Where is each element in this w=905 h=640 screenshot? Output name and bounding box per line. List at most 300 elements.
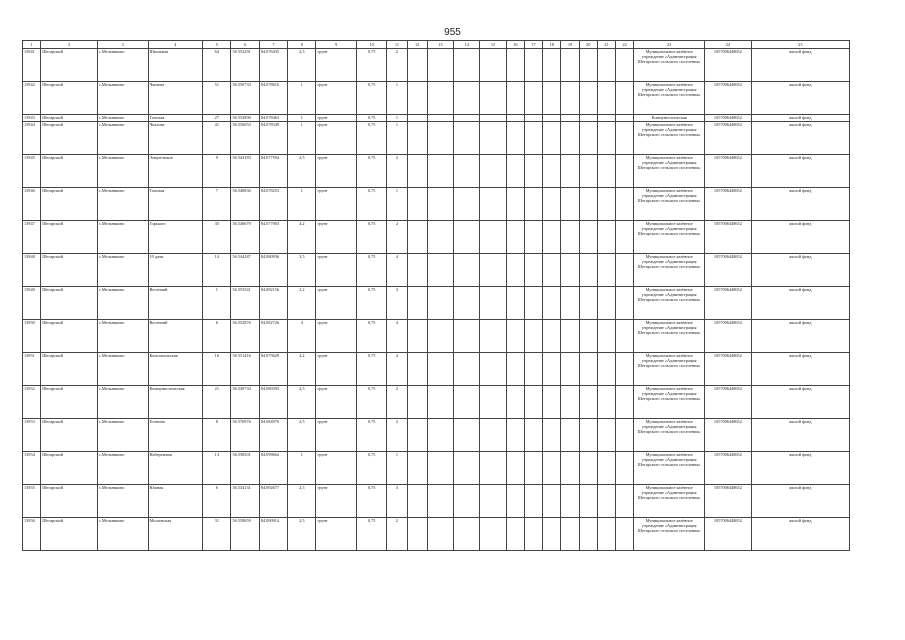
table-cell: 0,75 xyxy=(356,122,386,155)
table-cell: грунт xyxy=(316,320,356,353)
table-cell xyxy=(579,188,597,221)
table-cell: с.Мельниково xyxy=(97,254,148,287)
table-cell: жилой фонд xyxy=(751,49,849,82)
column-header: 16 xyxy=(506,41,524,49)
table-cell xyxy=(407,115,427,122)
table-cell: 13949 xyxy=(23,287,41,320)
table-cell: 84.082726 xyxy=(259,320,287,353)
table-cell xyxy=(524,254,542,287)
table-row xyxy=(23,188,850,221)
table-cell xyxy=(579,386,597,419)
table-cell: жилой фонд xyxy=(751,287,849,320)
table-cell xyxy=(506,122,524,155)
table-cell: 56.552890 xyxy=(231,115,259,122)
table-cell xyxy=(524,386,542,419)
table-cell xyxy=(524,287,542,320)
table-cell: 1057006448652 xyxy=(705,122,752,155)
table-cell: 1057006448652 xyxy=(705,254,752,287)
table-cell xyxy=(616,254,634,287)
table-row xyxy=(23,115,850,122)
table-cell: 0,75 xyxy=(356,419,386,452)
table-cell xyxy=(480,115,506,122)
table-cell: 13941 xyxy=(23,49,41,82)
table-cell: жилой фонд xyxy=(751,518,849,551)
column-header: 22 xyxy=(616,41,634,49)
table-cell: 0,75 xyxy=(356,452,386,485)
table-body xyxy=(23,49,850,551)
table-cell xyxy=(480,49,506,82)
table-cell xyxy=(579,287,597,320)
table-cell: Муниципальное казённое учреждение «Администрация Шегарского сельского поселения» xyxy=(634,49,705,82)
table-cell xyxy=(543,320,561,353)
table-cell xyxy=(407,452,427,485)
table-cell: Муниципальное казённое учреждение «Администрация Шегарского сельского поселения» xyxy=(634,287,705,320)
column-header: 15 xyxy=(480,41,506,49)
table-cell: 13954 xyxy=(23,452,41,485)
table-cell xyxy=(543,82,561,115)
table-cell: жилой фонд xyxy=(751,254,849,287)
table-cell: Есенина xyxy=(148,419,203,452)
table-cell xyxy=(597,386,615,419)
table-cell: Шегарский xyxy=(41,188,98,221)
table-row xyxy=(23,320,850,353)
table-cell xyxy=(524,115,542,122)
table-cell xyxy=(543,353,561,386)
table-row xyxy=(23,221,850,254)
table-cell xyxy=(579,155,597,188)
table-cell xyxy=(597,82,615,115)
table-cell xyxy=(506,419,524,452)
table-cell: Муниципальное казённое учреждение «Администрация Шегарского сельского поселения» xyxy=(634,254,705,287)
table-cell xyxy=(579,518,597,551)
table-cell: 9 xyxy=(203,155,231,188)
table-cell xyxy=(543,419,561,452)
table-cell xyxy=(597,518,615,551)
table-cell: Муниципальное казённое учреждение «Администрация Шегарского сельского поселения» xyxy=(634,221,705,254)
table-cell: 0,75 xyxy=(356,386,386,419)
table-cell: 13956 xyxy=(23,518,41,551)
table-cell xyxy=(543,155,561,188)
table-cell xyxy=(561,115,579,122)
table-cell: 56.556053 xyxy=(231,122,259,155)
table-cell: 56.558659 xyxy=(231,518,259,551)
table-cell: 1 xyxy=(288,82,316,115)
column-header: 7 xyxy=(259,41,287,49)
table-cell xyxy=(506,254,524,287)
table-cell xyxy=(524,452,542,485)
table-cell: 6 xyxy=(203,485,231,518)
table-cell: 84.090914 xyxy=(259,518,287,551)
table-cell xyxy=(407,485,427,518)
table-cell: с.Мельниково xyxy=(97,452,148,485)
table-cell: Шегарский xyxy=(41,287,98,320)
table-cell xyxy=(480,452,506,485)
table-cell: 1 xyxy=(387,115,407,122)
table-cell xyxy=(524,419,542,452)
table-cell: 84.078349 xyxy=(259,122,287,155)
table-cell: 2 xyxy=(387,221,407,254)
table-cell xyxy=(454,485,480,518)
table-cell xyxy=(480,485,506,518)
table-cell: 84.078253 xyxy=(259,188,287,221)
table-cell: Энергетиков xyxy=(148,155,203,188)
table-cell: 0,75 xyxy=(356,320,386,353)
table-cell: 13942 xyxy=(23,82,41,115)
table-cell: 56.544287 xyxy=(231,254,259,287)
table-cell xyxy=(524,485,542,518)
column-header: 21 xyxy=(597,41,615,49)
table-cell: Шегарский xyxy=(41,518,98,551)
table-cell: Шегарский xyxy=(41,320,98,353)
table-cell: 84.077903 xyxy=(259,221,287,254)
table-cell: 0,75 xyxy=(356,49,386,82)
table-cell: Муниципальное казённое учреждение «Администрация Шегарского сельского поселения» xyxy=(634,320,705,353)
table-cell: 4,2 xyxy=(288,221,316,254)
table-cell: Шегарский xyxy=(41,221,98,254)
table-cell: 1057006448652 xyxy=(705,386,752,419)
table-cell: 2,5 xyxy=(288,49,316,82)
table-cell: 31 xyxy=(203,518,231,551)
table-cell: 56.548836 xyxy=(231,188,259,221)
table-cell: 84.078463 xyxy=(259,115,287,122)
table-cell: 2,2 xyxy=(288,287,316,320)
table-cell xyxy=(616,419,634,452)
table-cell: 1 xyxy=(288,122,316,155)
table-cell: 0,75 xyxy=(356,518,386,551)
table-cell xyxy=(407,49,427,82)
table-cell: Шегарский xyxy=(41,49,98,82)
table-cell: 84.084970 xyxy=(259,419,287,452)
table-cell: с.Мельниково xyxy=(97,221,148,254)
table-cell: 0,75 xyxy=(356,221,386,254)
table-cell: 1 xyxy=(288,115,316,122)
table-cell: с.Мельниково xyxy=(97,115,148,122)
table-cell: жилой фонд xyxy=(751,155,849,188)
table-cell: жилой фонд xyxy=(751,320,849,353)
table-cell xyxy=(480,320,506,353)
table-cell: 14 xyxy=(203,254,231,287)
table-cell xyxy=(427,221,453,254)
table-cell: 1057006448652 xyxy=(705,155,752,188)
table-cell: жилой фонд xyxy=(751,82,849,115)
table-cell: грунт xyxy=(316,518,356,551)
table-cell xyxy=(597,254,615,287)
table-cell xyxy=(454,155,480,188)
table-row xyxy=(23,353,850,386)
table-cell: 27 xyxy=(203,115,231,122)
table-cell xyxy=(506,155,524,188)
table-cell xyxy=(597,485,615,518)
table-cell: Чапаева xyxy=(148,82,203,115)
table-cell xyxy=(480,419,506,452)
table-cell: 4 xyxy=(387,254,407,287)
table-cell: 0,75 xyxy=(356,115,386,122)
column-header: 9 xyxy=(316,41,356,49)
table-cell xyxy=(597,188,615,221)
table-cell xyxy=(480,155,506,188)
table-cell: 2,5 xyxy=(288,419,316,452)
table-row xyxy=(23,49,850,82)
table-cell: Коммунистическая xyxy=(148,386,203,419)
table-cell xyxy=(561,518,579,551)
table-cell xyxy=(543,386,561,419)
table-row xyxy=(23,254,850,287)
table-cell xyxy=(506,221,524,254)
table-cell: 84.080936 xyxy=(259,254,287,287)
table-cell xyxy=(597,452,615,485)
table-cell: Горького xyxy=(148,221,203,254)
table-cell xyxy=(616,320,634,353)
table-cell xyxy=(543,452,561,485)
table-cell: 0,75 xyxy=(356,287,386,320)
table-cell: 1 xyxy=(203,287,231,320)
table-cell: грунт xyxy=(316,155,356,188)
table-cell xyxy=(561,49,579,82)
table-cell: Шегарский xyxy=(41,386,98,419)
table-cell: Муниципальное казённое учреждение «Администрация Шегарского сельского поселения» xyxy=(634,386,705,419)
table-cell: 1057006448652 xyxy=(705,49,752,82)
table-cell: жилой фонд xyxy=(751,452,849,485)
table-cell: 1 xyxy=(387,122,407,155)
table-cell: 1 xyxy=(288,188,316,221)
table-cell xyxy=(579,452,597,485)
table-cell: 4 xyxy=(288,320,316,353)
table-cell: 4 xyxy=(387,353,407,386)
table-cell xyxy=(524,155,542,188)
table-cell: грунт xyxy=(316,49,356,82)
table-cell xyxy=(616,287,634,320)
table-cell xyxy=(407,287,427,320)
table-cell xyxy=(407,221,427,254)
table-cell xyxy=(597,122,615,155)
table-cell xyxy=(427,82,453,115)
table-cell xyxy=(524,518,542,551)
table-cell xyxy=(454,221,480,254)
table-cell xyxy=(480,82,506,115)
table-cell xyxy=(543,122,561,155)
table-cell: 0,75 xyxy=(356,485,386,518)
table-cell xyxy=(427,155,453,188)
table-cell: с.Мельниково xyxy=(97,82,148,115)
table-cell xyxy=(506,49,524,82)
table-cell xyxy=(616,518,634,551)
table-cell: 1057006448652 xyxy=(705,188,752,221)
table-cell: Муниципальное казённое учреждение «Администрация Шегарского сельского поселения» xyxy=(634,452,705,485)
table-cell xyxy=(407,353,427,386)
table-cell xyxy=(454,49,480,82)
table-cell xyxy=(579,320,597,353)
table-cell xyxy=(543,518,561,551)
table-cell xyxy=(454,386,480,419)
table-cell: Весенний xyxy=(148,320,203,353)
table-cell: 2 xyxy=(387,419,407,452)
table-cell: 1057006448652 xyxy=(705,353,752,386)
table-cell: Весенний xyxy=(148,287,203,320)
table-cell: Муниципальное казённое учреждение «Администрация Шегарского сельского поселения» xyxy=(634,82,705,115)
table-cell: с.Мельниково xyxy=(97,188,148,221)
table-cell: 2,5 xyxy=(288,518,316,551)
table-cell: 35 xyxy=(203,221,231,254)
table-cell xyxy=(561,188,579,221)
table-cell: Школьная xyxy=(148,49,203,82)
column-header: 4 xyxy=(148,41,203,49)
table-cell xyxy=(597,353,615,386)
table-cell: Муниципальное казённое учреждение «Администрация Шегарского сельского поселения» xyxy=(634,518,705,551)
table-cell xyxy=(454,353,480,386)
table-cell: 2 xyxy=(387,386,407,419)
table-cell: 6 xyxy=(203,320,231,353)
table-row xyxy=(23,518,850,551)
table-cell: грунт xyxy=(316,221,356,254)
table-cell: Шегарский xyxy=(41,82,98,115)
table-cell xyxy=(506,287,524,320)
table-cell: 13950 xyxy=(23,320,41,353)
table-cell: 56.576976 xyxy=(231,419,259,452)
table-cell xyxy=(616,485,634,518)
table-cell xyxy=(454,82,480,115)
table-cell xyxy=(407,254,427,287)
table-cell: 1057006448652 xyxy=(705,452,752,485)
table-cell xyxy=(506,386,524,419)
table-cell xyxy=(579,82,597,115)
column-header: 11 xyxy=(387,41,407,49)
table-cell xyxy=(616,49,634,82)
column-header: 10 xyxy=(356,41,386,49)
table-cell xyxy=(480,386,506,419)
column-header: 20 xyxy=(579,41,597,49)
table-row xyxy=(23,452,850,485)
column-header: 18 xyxy=(543,41,561,49)
table-cell: 10 дачи xyxy=(148,254,203,287)
table-cell: с.Мельниково xyxy=(97,320,148,353)
table-cell: Шегарский xyxy=(41,155,98,188)
table-cell: грунт xyxy=(316,115,356,122)
table-cell: грунт xyxy=(316,485,356,518)
table-cell: жилой фонд xyxy=(751,353,849,386)
header-row xyxy=(23,41,850,49)
table-cell: 84.092677 xyxy=(259,485,287,518)
table-cell: 1 xyxy=(288,452,316,485)
table-cell: грунт xyxy=(316,353,356,386)
table-cell xyxy=(454,188,480,221)
table-cell: Муниципальное казённое учреждение «Администрация Шегарского сельского поселения» xyxy=(634,419,705,452)
table-cell xyxy=(543,49,561,82)
table-cell xyxy=(597,155,615,188)
table-cell xyxy=(561,122,579,155)
table-cell xyxy=(506,353,524,386)
table-cell: 1057006448652 xyxy=(705,320,752,353)
table-cell: Муниципальное казённое учреждение «Администрация Шегарского сельского поселения» xyxy=(634,155,705,188)
table-cell xyxy=(427,115,453,122)
table-cell: 7 xyxy=(203,188,231,221)
table-cell xyxy=(543,221,561,254)
table-cell: жилой фонд xyxy=(751,419,849,452)
table-cell: грунт xyxy=(316,287,356,320)
table-row xyxy=(23,122,850,155)
table-row xyxy=(23,82,850,115)
table-cell: 56.543183 xyxy=(231,155,259,188)
table-cell: грунт xyxy=(316,188,356,221)
column-header: 14 xyxy=(454,41,480,49)
table-cell: жилой фонд xyxy=(751,122,849,155)
column-header: 3 xyxy=(97,41,148,49)
table-cell: 56.534131 xyxy=(231,485,259,518)
table-cell: 56.550733 xyxy=(231,82,259,115)
table-cell: 13947 xyxy=(23,221,41,254)
table-cell: с.Мельниково xyxy=(97,485,148,518)
table-cell xyxy=(506,485,524,518)
table-cell: с.Мельниково xyxy=(97,287,148,320)
table-cell: 56.552291 xyxy=(231,49,259,82)
table-cell xyxy=(597,115,615,122)
table-cell: 0,75 xyxy=(356,353,386,386)
column-header: 8 xyxy=(288,41,316,49)
table-cell: 2,5 xyxy=(288,155,316,188)
table-cell: 84.076435 xyxy=(259,49,287,82)
table-cell xyxy=(480,518,506,551)
table-cell: Шегарский xyxy=(41,122,98,155)
table-cell xyxy=(454,419,480,452)
table-cell: 3,5 xyxy=(288,254,316,287)
table-cell xyxy=(543,188,561,221)
table-cell: 13948 xyxy=(23,254,41,287)
table-cell: жилой фонд xyxy=(751,221,849,254)
table-cell: с.Мельниково xyxy=(97,386,148,419)
table-cell: Шегарский xyxy=(41,115,98,122)
table-cell xyxy=(480,221,506,254)
table-row xyxy=(23,287,850,320)
table-cell xyxy=(506,115,524,122)
column-header: 17 xyxy=(524,41,542,49)
table-cell: 13953 xyxy=(23,419,41,452)
table-cell: 84.077594 xyxy=(259,155,287,188)
table-cell xyxy=(454,115,480,122)
column-header: 13 xyxy=(427,41,453,49)
table-cell: Муниципальное казённое учреждение «Администрация Шегарского сельского поселения» xyxy=(634,485,705,518)
table-cell: 84.080393 xyxy=(259,386,287,419)
table-cell: 1057006448652 xyxy=(705,82,752,115)
table-cell xyxy=(427,386,453,419)
table-cell xyxy=(616,115,634,122)
table-cell xyxy=(561,353,579,386)
table-cell xyxy=(506,82,524,115)
table-cell xyxy=(427,485,453,518)
table-cell xyxy=(407,188,427,221)
table-cell: 84.082156 xyxy=(259,287,287,320)
table-cell xyxy=(480,122,506,155)
table-cell: 56.551416 xyxy=(231,353,259,386)
table-cell: 51 xyxy=(203,82,231,115)
table-cell xyxy=(579,485,597,518)
table-cell: 1 xyxy=(387,82,407,115)
table-cell xyxy=(543,115,561,122)
table-cell xyxy=(597,49,615,82)
table-cell: жилой фонд xyxy=(751,386,849,419)
table-cell xyxy=(579,419,597,452)
table-cell: 2,5 xyxy=(288,386,316,419)
table-cell xyxy=(579,221,597,254)
table-cell: 4,2 xyxy=(288,353,316,386)
table-cell xyxy=(579,115,597,122)
table-cell xyxy=(561,221,579,254)
column-header: 25 xyxy=(751,41,849,49)
table-cell xyxy=(579,122,597,155)
table-cell: грунт xyxy=(316,419,356,452)
table-cell xyxy=(524,122,542,155)
table-cell xyxy=(427,353,453,386)
column-header: 23 xyxy=(634,41,705,49)
table-cell: 1057006448652 xyxy=(705,287,752,320)
